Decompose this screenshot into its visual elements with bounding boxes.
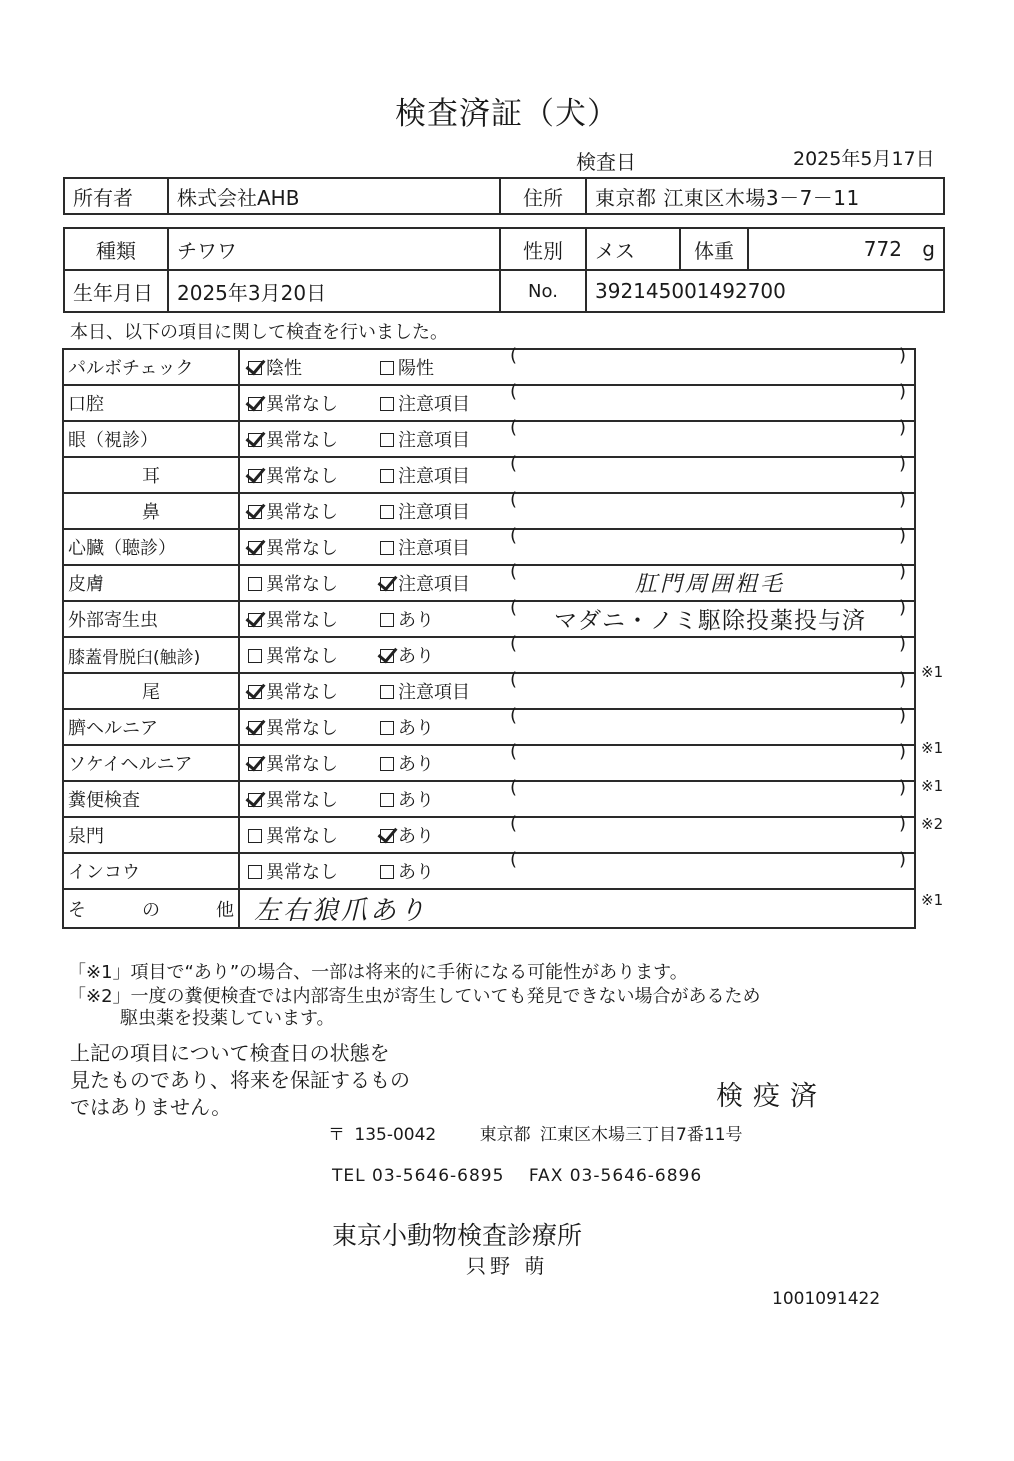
footnote-1: 「※1」項目で“あり”の場合、一部は将来的に手術になる可能性があります。	[68, 962, 688, 983]
option-normal[interactable]	[240, 354, 380, 380]
remarks-text	[510, 717, 910, 741]
check-label	[63, 745, 239, 781]
option-label: あり	[398, 609, 434, 631]
option-flag[interactable]	[380, 786, 510, 812]
checkbox-icon[interactable]	[248, 361, 262, 375]
remarks-field	[510, 452, 910, 489]
remarks-text	[510, 753, 910, 777]
clinic-address: 東京都 江東区木場三丁目7番11号	[479, 1125, 743, 1145]
check-label-text: 鼻	[142, 502, 160, 523]
remarks-field	[510, 668, 910, 705]
remarks-field	[510, 560, 910, 597]
inspection-date: 2025年5月17日	[793, 148, 935, 170]
disclaimer-line-1: 上記の項目について検査日の状態を	[70, 1041, 390, 1065]
option-label: 異常なし	[266, 429, 338, 451]
check-row	[63, 493, 915, 529]
option-normal[interactable]	[240, 822, 380, 848]
checkbox-icon[interactable]	[248, 433, 262, 447]
check-label-text: 膝蓋骨脱臼(触診)	[68, 647, 201, 668]
footnote-mark: ※2	[921, 815, 944, 833]
check-options	[239, 668, 915, 709]
checkbox-icon[interactable]	[248, 577, 262, 591]
check-label-text: 臍ヘルニア	[68, 718, 158, 739]
remarks-text	[510, 789, 910, 813]
check-row	[63, 781, 915, 817]
check-table	[62, 344, 916, 929]
remarks-field	[510, 416, 910, 453]
option-label: 注意項目	[398, 537, 470, 559]
option-normal[interactable]	[240, 786, 380, 812]
option-flag[interactable]	[380, 642, 510, 668]
close-paren: )	[898, 488, 906, 510]
check-label	[63, 601, 239, 637]
close-paren: )	[898, 812, 906, 834]
option-flag[interactable]	[380, 714, 510, 740]
checkbox-icon[interactable]	[248, 829, 262, 843]
option-normal[interactable]	[240, 606, 380, 632]
option-label: 異常なし	[266, 465, 338, 487]
option-label: 異常なし	[266, 645, 338, 667]
checkbox-icon[interactable]	[380, 685, 394, 699]
open-paren: (	[510, 524, 518, 546]
vet-name: 只野 萌	[466, 1254, 549, 1278]
open-paren: (	[510, 848, 518, 870]
checkbox-icon[interactable]	[248, 793, 262, 807]
check-row	[63, 637, 915, 673]
document-title: 検査済証（犬）	[395, 96, 619, 132]
option-normal[interactable]	[240, 390, 380, 416]
option-flag[interactable]	[380, 858, 510, 884]
check-label	[63, 817, 239, 853]
option-flag[interactable]	[380, 534, 510, 560]
option-normal[interactable]	[240, 642, 380, 668]
check-row	[63, 349, 915, 385]
option-label: 異常なし	[266, 789, 338, 811]
other-label	[63, 889, 239, 928]
option-normal[interactable]	[240, 750, 380, 776]
option-label: 陽性	[398, 357, 434, 379]
no-value: 392145001492700	[586, 270, 944, 312]
check-options	[239, 452, 915, 493]
check-label	[63, 853, 239, 889]
intro-text: 本日、以下の項目に関して検査を行いました。	[70, 322, 448, 343]
option-label: 異常なし	[266, 681, 338, 703]
option-label: 注意項目	[398, 429, 470, 451]
check-label	[63, 385, 239, 421]
option-label: 注意項目	[398, 681, 470, 703]
remarks-text	[510, 465, 910, 489]
check-options	[239, 740, 915, 781]
option-normal[interactable]	[240, 714, 380, 740]
remarks-text: マダニ・ノミ駆除投薬投与済	[554, 607, 866, 634]
option-normal[interactable]	[240, 498, 380, 524]
checkbox-icon[interactable]	[380, 757, 394, 771]
close-paren: )	[898, 524, 906, 546]
check-label	[63, 529, 239, 565]
other-label-chars: そ の 他	[68, 899, 234, 921]
check-label	[63, 673, 239, 709]
check-label	[63, 421, 239, 457]
close-paren: )	[898, 704, 906, 726]
disclaimer-line-2: 見たものであり、将来を保証するもの	[70, 1068, 410, 1092]
option-label: 異常なし	[266, 825, 338, 847]
close-paren: )	[898, 560, 906, 582]
remarks-field	[510, 632, 910, 669]
close-paren: )	[898, 596, 906, 618]
option-normal[interactable]	[240, 426, 380, 452]
check-row	[63, 601, 915, 637]
check-label	[63, 493, 239, 529]
open-paren: (	[510, 380, 518, 402]
quarantine-stamp: 検疫済	[716, 1081, 827, 1112]
check-options	[239, 488, 915, 529]
open-paren: (	[510, 452, 518, 474]
checkbox-icon[interactable]	[380, 793, 394, 807]
check-label-text: 心臓（聴診）	[68, 538, 176, 559]
option-label: あり	[398, 753, 434, 775]
check-label-text: 耳	[142, 466, 160, 487]
checkbox-icon[interactable]	[248, 505, 262, 519]
check-label-text: 泉門	[68, 826, 104, 847]
clinic-address-line	[328, 1120, 743, 1145]
checkbox-icon[interactable]	[248, 469, 262, 483]
check-label-text: 外部寄生虫	[68, 610, 158, 631]
check-label-text: 眼（視診）	[68, 430, 158, 451]
option-flag[interactable]	[380, 678, 510, 704]
remarks-text	[510, 645, 910, 669]
check-row	[63, 709, 915, 745]
remarks-field	[510, 740, 910, 777]
clinic-name: 東京小動物検査診療所	[332, 1221, 583, 1250]
remarks-text	[510, 393, 910, 417]
clinic-tel: TEL 03-5646-6895	[332, 1166, 505, 1186]
check-options	[239, 596, 915, 637]
footnote-2	[68, 986, 761, 1030]
option-flag[interactable]	[380, 390, 510, 416]
open-paren: (	[510, 344, 518, 366]
check-label	[63, 709, 239, 745]
dob-value: 2025年3月20日	[168, 270, 500, 312]
close-paren: )	[898, 776, 906, 798]
check-row	[63, 673, 915, 709]
inspection-date-label: 検査日	[576, 150, 636, 174]
open-paren: (	[510, 812, 518, 834]
weight-label: 体重	[680, 228, 748, 270]
open-paren: (	[510, 596, 518, 618]
check-options	[239, 380, 915, 421]
option-label: 異常なし	[266, 753, 338, 775]
open-paren: (	[510, 776, 518, 798]
option-normal[interactable]	[240, 858, 380, 884]
checkbox-icon[interactable]	[248, 757, 262, 771]
footnote-mark: ※1	[921, 663, 944, 681]
option-flag[interactable]	[380, 822, 510, 848]
option-normal[interactable]	[240, 462, 380, 488]
open-paren: (	[510, 668, 518, 690]
remarks-field	[510, 848, 910, 885]
remarks-field	[510, 812, 910, 849]
checkbox-icon[interactable]	[380, 613, 394, 627]
open-paren: (	[510, 740, 518, 762]
remarks-text	[510, 537, 910, 561]
disclaimer	[70, 1040, 410, 1121]
open-paren: (	[510, 560, 518, 582]
remarks-text: 肛門周囲粗毛	[634, 571, 785, 597]
close-paren: )	[898, 848, 906, 870]
checkbox-icon[interactable]	[380, 577, 394, 591]
remarks-text	[510, 861, 910, 885]
close-paren: )	[898, 380, 906, 402]
remarks-field	[510, 380, 910, 417]
close-paren: )	[898, 344, 906, 366]
check-row	[63, 421, 915, 457]
close-paren: )	[898, 452, 906, 474]
option-flag[interactable]	[380, 462, 510, 488]
remarks-text	[510, 681, 910, 705]
option-flag[interactable]	[380, 426, 510, 452]
check-row	[63, 457, 915, 493]
check-label	[63, 637, 239, 673]
check-label	[63, 565, 239, 601]
footnote-mark: ※1	[921, 739, 944, 757]
dob-label: 生年月日	[64, 270, 168, 312]
checkbox-icon[interactable]	[248, 721, 262, 735]
option-label: 異常なし	[266, 501, 338, 523]
remarks-field	[510, 488, 910, 525]
open-paren: (	[510, 488, 518, 510]
option-flag[interactable]	[380, 606, 510, 632]
option-label: 陰性	[266, 357, 302, 379]
option-label: 異常なし	[266, 609, 338, 631]
option-flag[interactable]	[380, 498, 510, 524]
no-label: No.	[500, 270, 586, 312]
owner-value: 株式会社AHB	[168, 178, 500, 214]
option-label: 異常なし	[266, 537, 338, 559]
option-label: 注意項目	[398, 393, 470, 415]
check-label-text: 糞便検査	[68, 790, 140, 811]
option-normal[interactable]	[240, 678, 380, 704]
option-label: あり	[398, 717, 434, 739]
check-label	[63, 781, 239, 817]
sex-label: 性別	[500, 228, 586, 270]
clinic-fax: FAX 03-5646-6896	[528, 1166, 703, 1186]
check-row	[63, 565, 915, 601]
check-row	[63, 385, 915, 421]
weight-value: 772	[863, 237, 902, 261]
sex-value: メス	[586, 228, 680, 270]
check-options	[239, 812, 915, 853]
owner-table	[63, 177, 945, 215]
option-label: 異常なし	[266, 717, 338, 739]
breed-label: 種類	[64, 228, 168, 270]
remarks-field	[510, 344, 910, 381]
footnote-2-line-2: 駆虫薬を投薬しています。	[120, 1008, 335, 1029]
clinic-zip: 〒 135-0042	[328, 1125, 437, 1145]
remarks-text	[510, 501, 910, 525]
remarks-text	[510, 825, 910, 849]
checkbox-icon[interactable]	[248, 649, 262, 663]
remarks-field	[510, 704, 910, 741]
open-paren: (	[510, 416, 518, 438]
checkbox-icon[interactable]	[380, 541, 394, 555]
breed-value: チワワ	[168, 228, 500, 270]
address-value: 東京都 江東区木場3－7－11	[586, 178, 944, 214]
close-paren: )	[898, 668, 906, 690]
remarks-field	[510, 596, 910, 634]
disclaimer-line-3: ではありません。	[70, 1095, 232, 1119]
footnote-2-line-1: 「※2」一度の糞便検査では内部寄生虫が寄生していても発見できない場合があるため	[68, 986, 761, 1007]
checkbox-icon[interactable]	[248, 613, 262, 627]
document-number: 1001091422	[772, 1289, 881, 1309]
option-label: あり	[398, 789, 434, 811]
checkbox-icon[interactable]	[380, 397, 394, 411]
checkbox-icon[interactable]	[380, 865, 394, 879]
remarks-field	[510, 776, 910, 813]
remarks-field	[510, 524, 910, 561]
weight-unit: g	[922, 237, 935, 261]
other-note-cell	[239, 889, 915, 928]
checkbox-icon[interactable]	[248, 865, 262, 879]
footnote-mark: ※1	[921, 777, 944, 795]
check-options	[239, 704, 915, 745]
animal-table	[63, 227, 945, 313]
option-label: あり	[398, 825, 434, 847]
check-label-text: パルボチェック	[68, 358, 194, 379]
checkbox-icon[interactable]	[380, 721, 394, 735]
checkbox-icon[interactable]	[380, 649, 394, 663]
check-options	[239, 776, 915, 817]
checkbox-icon[interactable]	[380, 361, 394, 375]
checkbox-icon[interactable]	[380, 469, 394, 483]
remarks-text	[510, 429, 910, 453]
option-label: あり	[398, 645, 434, 667]
option-normal[interactable]	[240, 534, 380, 560]
option-flag[interactable]	[380, 750, 510, 776]
check-row	[63, 529, 915, 565]
option-label: 注意項目	[398, 573, 470, 595]
check-label-text: 尾	[142, 682, 160, 703]
option-label: 注意項目	[398, 501, 470, 523]
check-options	[239, 848, 915, 889]
option-label: 異常なし	[266, 861, 338, 883]
check-row	[63, 853, 915, 889]
option-label: 注意項目	[398, 465, 470, 487]
checkbox-icon[interactable]	[248, 541, 262, 555]
checkbox-icon[interactable]	[380, 505, 394, 519]
close-paren: )	[898, 740, 906, 762]
check-options	[239, 524, 915, 565]
footnote-mark: ※1	[921, 891, 944, 909]
checkbox-icon[interactable]	[248, 685, 262, 699]
owner-label: 所有者	[64, 178, 168, 214]
option-flag[interactable]	[380, 570, 510, 596]
check-label-text: インコウ	[68, 862, 140, 883]
check-options	[239, 344, 915, 385]
checkbox-icon[interactable]	[380, 829, 394, 843]
weight-cell	[748, 228, 944, 270]
option-normal[interactable]	[240, 570, 380, 596]
check-label-text: 皮膚	[68, 574, 104, 595]
open-paren: (	[510, 704, 518, 726]
check-options	[239, 416, 915, 457]
check-row	[63, 817, 915, 853]
checkbox-icon[interactable]	[248, 397, 262, 411]
address-label: 住所	[500, 178, 586, 214]
other-note: 左右狼爪あり	[254, 896, 429, 926]
check-label-text: ソケイヘルニア	[68, 754, 193, 775]
clinic-contact	[332, 1166, 702, 1186]
remarks-text	[510, 357, 910, 381]
option-flag[interactable]	[380, 354, 510, 380]
check-label	[63, 349, 239, 385]
option-label: あり	[398, 861, 434, 883]
checkbox-icon[interactable]	[380, 433, 394, 447]
close-paren: )	[898, 632, 906, 654]
check-options	[239, 632, 915, 673]
check-label	[63, 457, 239, 493]
check-row	[63, 745, 915, 781]
option-label: 異常なし	[266, 573, 338, 595]
check-label-text: 口腔	[68, 394, 104, 415]
open-paren: (	[510, 632, 518, 654]
check-options	[239, 560, 915, 601]
close-paren: )	[898, 416, 906, 438]
option-label: 異常なし	[266, 393, 338, 415]
